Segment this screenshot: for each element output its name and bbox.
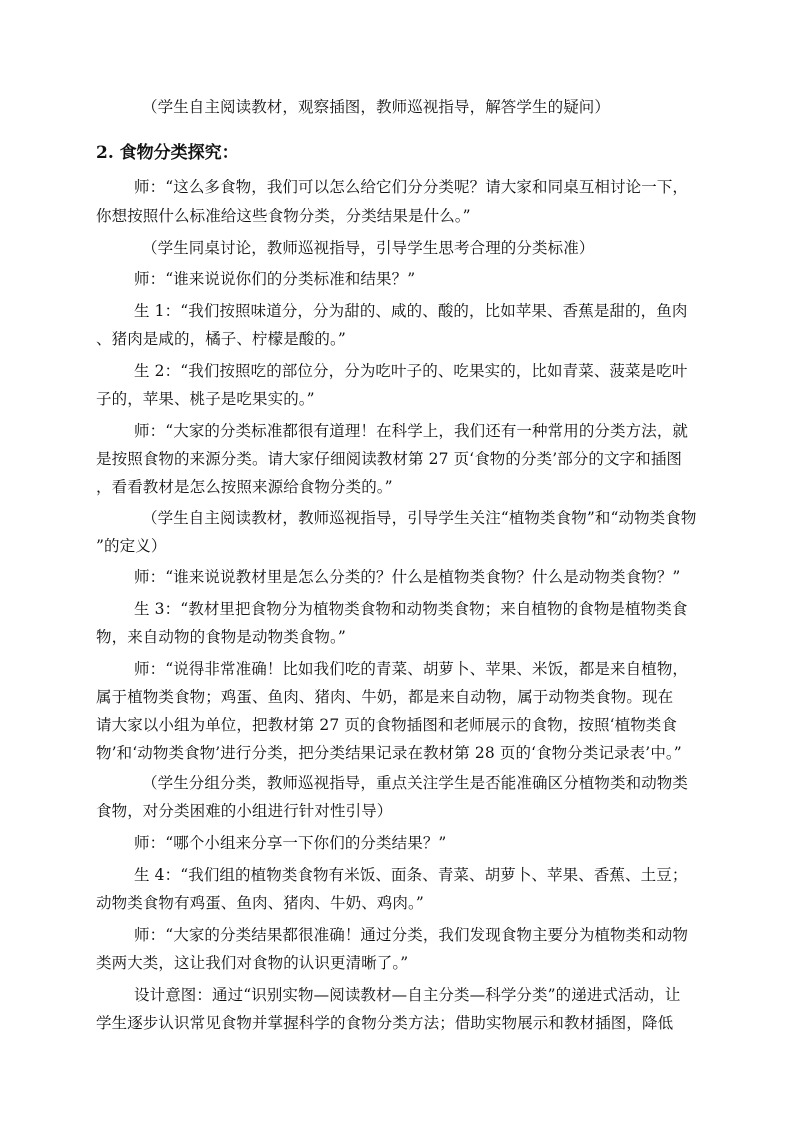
paragraph-line: （学生自主阅读教材，教师巡视指导，引导学生关注“植物类食物”和“动物类食物: [142, 509, 697, 527]
paragraph-line: 类两大类，这让我们对食物的认识更清晰了。”: [96, 954, 409, 972]
paragraph-line: 师：“谁来说说你们的分类标准和结果？”: [134, 270, 416, 288]
paragraph-line: 师：“这么多食物，我们可以怎么给它们分分类呢？请大家和同桌互相讨论一下，: [134, 178, 689, 196]
paragraph-line: 动物类食物有鸡蛋、鱼肉、猪肉、牛奶、鸡肉。”: [96, 894, 424, 912]
paragraph-line: 生 3：“教材里把食物分为植物类食物和动物类食物；来自植物的食物是植物类食: [134, 600, 688, 618]
paragraph-line: 子的，苹果、桃子是吃果实的。”: [96, 390, 315, 408]
paragraph-line: （学生同桌讨论，教师巡视指导，引导学生思考合理的分类标准）: [142, 239, 595, 257]
paragraph-line: 师：“说得非常准确！比如我们吃的青菜、胡萝卜、苹果、米饭，都是来自植物，: [134, 660, 689, 678]
paragraph-line: 、猪肉是咸的，橘子、柠檬是酸的。”: [96, 330, 346, 348]
paragraph-line: 生 1：“我们按照味道分，分为甜的、咸的、酸的，比如苹果、香蕉是甜的，鱼肉: [134, 302, 688, 320]
paragraph-line: 师：“大家的分类结果都很准确！通过分类，我们发现食物主要分为植物类和动物: [134, 926, 689, 944]
paragraph-line: ，看看教材是怎么按照来源给食物分类的。”: [96, 478, 393, 496]
paragraph-line: 属于植物类食物；鸡蛋、鱼肉、猪肉、牛奶，都是来自动物，属于动物类食物。现在: [96, 688, 674, 706]
paragraph-line: 请大家以小组为单位，把教材第 27 页的食物插图和老师展示的食物，按照‘植物类食: [96, 716, 678, 734]
paragraph-line: （学生分组分类，教师巡视指导，重点关注学生是否能准确区分植物类和动物类: [142, 774, 689, 792]
paragraph-line: ”的定义）: [96, 537, 167, 555]
paragraph-line: 师：“大家的分类标准都很有道理！在科学上，我们还有一种常用的分类方法，就: [134, 422, 689, 440]
paragraph-line: 生 4：“我们组的植物类食物有米饭、面条、青菜、胡萝卜、苹果、香蕉、土豆；: [134, 866, 688, 884]
paragraph-line: 食物，对分类困难的小组进行针对性引导）: [96, 802, 393, 820]
paragraph-line: 物，来自动物的食物是动物类食物。”: [96, 628, 346, 646]
paragraph-line: 师：“哪个小组来分享一下你们的分类结果？”: [134, 834, 447, 852]
paragraph-line: 生 2：“我们按照吃的部位分，分为吃叶子的、吃果实的，比如青菜、菠菜是吃叶: [134, 362, 688, 380]
paragraph-line: 是按照食物的来源分类。请大家仔细阅读教材第 27 页‘食物的分类’部分的文字和插图: [96, 450, 683, 468]
paragraph-line: 学生逐步认识常见食物并掌握科学的食物分类方法；借助实物展示和教材插图，降低: [96, 1014, 674, 1032]
paragraph-line: 设计意图：通过“识别实物—阅读教材—自主分类—科学分类”的递进式活动，让: [134, 986, 681, 1004]
paragraph-line: 物’和‘动物类食物’进行分类，把分类结果记录在教材第 28 页的‘食物分类记录表’中。”: [96, 744, 682, 762]
paragraph-line: 师：“谁来说说教材里是怎么分类的？什么是植物类食物？什么是动物类食物？”: [134, 568, 681, 586]
note-intro: （学生自主阅读教材，观察插图，教师巡视指导，解答学生的疑问）: [142, 98, 611, 116]
section-heading: 2. 食物分类探究：: [96, 143, 239, 163]
paragraph-line: 你想按照什么标准给这些食物分类，分类结果是什么。”: [96, 207, 471, 225]
